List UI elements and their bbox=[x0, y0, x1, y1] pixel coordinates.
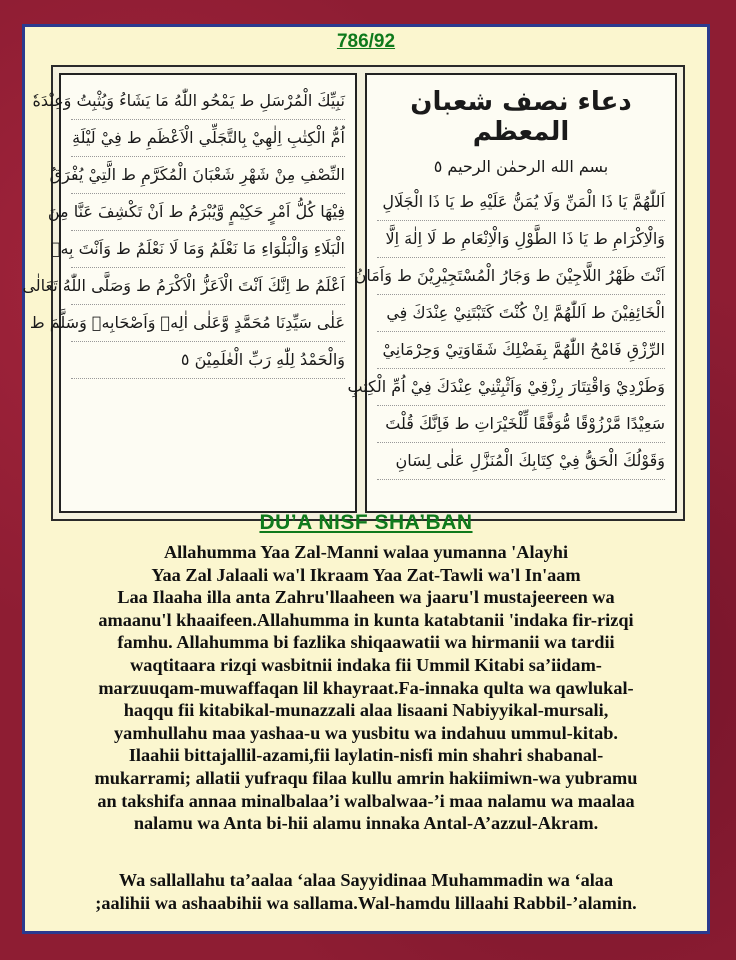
arabic-line: عَلٰى سَيِّدِنَا مُحَمَّدٍ وَّعَلٰى اٰلِهٖ وَاَصْحَابِهٖ وَسَلَّمَ ط bbox=[71, 305, 345, 342]
transliteration-line: Ilaahii bittajallil-azami,fii laylatin-nisfi min shahri shabanal- bbox=[128, 745, 604, 766]
transliteration-line: waqtitaara rizqi wasbitnii indaka fii Ummil Kitabi sa’iidam- bbox=[130, 654, 602, 675]
arabic-line: فِيْهَا كُلُّ اَمْرٍ حَكِيْمٍ وَّيُبْرَمُ ط اَنْ تَكْشِفَ عَنَّا مِنَ bbox=[71, 194, 345, 231]
closing-text bbox=[39, 869, 693, 914]
arabic-line: سَعِيْدًا مَّرْزُوْقًا مُّوَفَّقًا لِّلْخَيْرَاتِ ط فَاِنَّكَ قُلْتَ bbox=[377, 406, 665, 443]
arabic-line: اَعْلَمُ ط اِنَّكَ اَنْتَ الْاَعَزُّ الْاَكْرَمُ ط وَصَلَّى اللّٰهُ تَعَالٰى bbox=[71, 268, 345, 305]
transliteration-line: nalamu wa Anta bi-hii alamu innaka Antal-A’azzul-Akram. bbox=[133, 813, 599, 834]
arabic-line: وَطَرْدِيْ وَاقْتِتَارَ رِزْقِيْ وَاَثْبِتْنِيْ عِنْدَكَ فِيْ اُمِّ الْكِتٰبِ bbox=[377, 369, 665, 406]
arabic-line: وَالْاِكْرَامِ ط يَا ذَا الطَّوْلِ وَالْاِنْعَامِ ط لَا اِلٰهَ اِلَّا bbox=[377, 221, 665, 258]
arabic-column-right bbox=[347, 73, 677, 513]
arabic-line: اُمُّ الْكِتٰبِ اِلٰهِيْ بِالتَّجَلِّي الْاَعْظَمِ ط فِيْ لَيْلَةِ bbox=[71, 120, 345, 157]
transliteration-line: famhu. Allahumma bi fazlika shiqaawatii wa hirmanii wa tardii bbox=[117, 632, 615, 653]
arabic-scan-image bbox=[22, 65, 685, 521]
transliteration-line: Yaa Zal Jalaali wa'l Ikraam Yaa Zat-Tawli wa'l In'aam bbox=[151, 564, 581, 585]
arabic-line: وَقَوْلُكَ الْحَقُّ فِيْ كِتَابِكَ الْمُنَزَّلِ عَلٰى لِسَانِ bbox=[377, 443, 665, 480]
arabic-line: اَللّٰهُمَّ يَا ذَا الْمَنِّ وَلَا يُمَنُّ عَلَيْهِ ط يَا ذَا الْجَلَالِ bbox=[377, 184, 665, 221]
page-number: 786/92 bbox=[336, 31, 396, 52]
transliteration-line: Allahumma Yaa Zal-Manni walaa yumanna 'Alayhi bbox=[163, 542, 569, 562]
arabic-line: وَالْحَمْدُ لِلّٰهِ رَبِّ الْعٰلَمِيْنَ ٥ bbox=[71, 342, 345, 379]
closing-line: Wa sallallahu ta’aalaa ‘alaa Sayyidinaa Muhammadin wa ‘alaa bbox=[118, 870, 614, 890]
arabic-line: النِّصْفِ مِنْ شَهْرِ شَعْبَانَ الْمُكَرَّمِ ط الَّتِيْ يُفْرَقُ bbox=[71, 157, 345, 194]
transliteration-line: amaanu'l khaaifeen.Allahumma in kunta katabtanii 'indaka fir-rizqi bbox=[98, 609, 634, 630]
arabic-title: دعاء نصف شعبان المعظم bbox=[410, 87, 632, 147]
arabic-column-left bbox=[22, 73, 357, 513]
dua-heading: DU’A NISF SHA’BAN bbox=[259, 511, 473, 534]
transliteration-line: mukarrami; allatii yufraqu filaa kullu amrin hakiimiwn-wa yubramu bbox=[94, 767, 638, 788]
content-panel bbox=[22, 24, 710, 934]
arabic-bismillah: بسم الله الرحمٰن الرحيم ٥ bbox=[433, 157, 609, 176]
arabic-line: اَنْتَ ظَهْرُ اللَّاجِيْنَ ط وَجَارُ الْمُسْتَجِيْرِيْنَ ط وَاَمَانُ bbox=[377, 258, 665, 295]
transliteration-text bbox=[39, 541, 693, 835]
arabic-line: نَبِيِّكَ الْمُرْسَلِ ط يَمْحُو اللّٰهُ مَا يَشَاءُ وَيُثْبِتُ وَعِنْدَهٗ bbox=[71, 83, 345, 120]
transliteration-line: haqqu fii kitabikal-munazzali alaa lisaani Nabiyyikal-mursali, bbox=[123, 700, 609, 721]
arabic-line: الْبَلَاءِ وَالْبَلْوَاءِ مَا نَعْلَمُ وَمَا لَا نَعْلَمُ ط وَاَنْتَ بِهٖ bbox=[71, 231, 345, 268]
arabic-line: الرِّزْقِ فَامْحُ اللّٰهُمَّ بِفَضْلِكَ شَقَاوَتِيْ وَحِرْمَانِيْ bbox=[377, 332, 665, 369]
transliteration-line: Laa Ilaaha illa anta Zahru'llaaheen wa jaaru'l mustajeereen wa bbox=[117, 587, 615, 608]
transliteration-line: yamhullahu maa yashaa-u wa yusbitu wa indahuu ummul-kitab. bbox=[114, 722, 618, 743]
closing-line: ;aalihii wa ashaabihii wa sallama.Wal-hamdu lillaahi Rabbil-’alamin. bbox=[95, 892, 637, 913]
arabic-line: الْخَائِفِيْنَ ط اَللّٰهُمَّ اِنْ كُنْتَ كَتَبْتَنِيْ عِنْدَكَ فِي bbox=[377, 295, 665, 332]
transliteration-line: an takshifa annaa minalbalaa’i walbalwaa-’i maa nalamu wa maalaa bbox=[97, 790, 635, 811]
transliteration-line: marzuuqam-muwaffaqan lil khayraat.Fa-innaka qulta wa qawlukal- bbox=[98, 677, 634, 698]
